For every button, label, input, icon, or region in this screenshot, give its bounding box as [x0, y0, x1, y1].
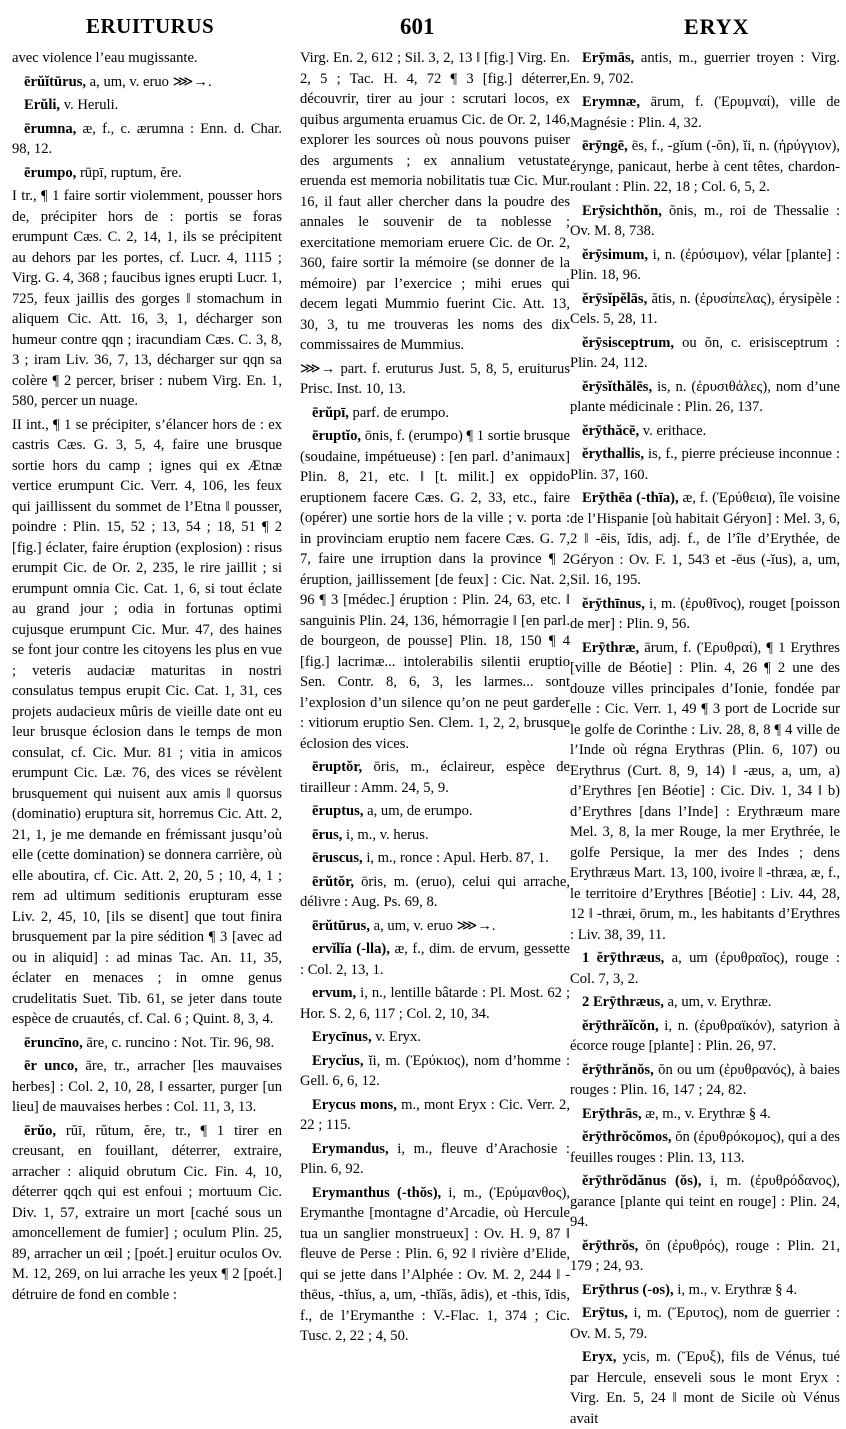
entry-definition: i, n., lentille bâtarde : Pl. Most. 62 ; Hor. S. 2, 6, 117 ; Col. 2, 10, 34. [300, 985, 570, 1022]
entry-headword: 1 ĕrȳthræus, [582, 950, 665, 966]
entry-definition: ĭi, m. (Ἐρύκιος), nom d’homme : Gell. 6, 6, 12. [300, 1052, 570, 1089]
entry-definition: āre, tr., arracher [les mauvaises herbes] : Col. 2, 10, 28, ‖ essarter, purger [un lieu] de mauvaises herbes : Col. 11, 3, 13. [12, 1058, 282, 1115]
entry-headword: ervum, [312, 985, 357, 1001]
dictionary-entry [570, 333, 840, 374]
entry-headword: ĕrȳthăcē, [582, 422, 640, 439]
entry-headword: Erycīnus, [312, 1029, 372, 1045]
dictionary-entry [570, 1016, 840, 1057]
dictionary-entry [300, 872, 570, 913]
dictionary-entry [570, 1280, 840, 1301]
entry-definition: I tr., ¶ 1 faire sortir violemment, pousser hors de, précipiter hors de : portis se foras erumpunt Cæs. C. 2, 14, 1, ils se précipitent au dehors par les portes, cf. Lucr. 4, 1115 ; Virg. G. 4, 368 ; faucibus ignes erupti Lucr. 1, 725, feux jaillis des gorges ‖ stomachum in aliquem Cic. Att. 16, 3, 1, décharger son humeur contre qqn ; iracundiam Cæs. C. 3, 8, 3 ; iram Liv. 36, 7, 13, décharger sur qqn sa colère ¶ 2 percer, briser : nubem Virg. En. 1, 580, percer un nuage. [12, 188, 282, 409]
entry-headword: ĕrȳsĭpĕlās, [582, 290, 648, 307]
entry-headword: ēruncīno, [24, 1034, 83, 1051]
dictionary-entry [570, 1303, 840, 1344]
dictionary-entry [12, 95, 282, 116]
dictionary-entry [300, 403, 570, 424]
entry-headword: Erŭli, [24, 97, 61, 113]
dictionary-entry [570, 92, 840, 133]
entry-headword: ēr unco, [24, 1058, 78, 1074]
entry-headword: Erȳthrās, [582, 1105, 642, 1122]
entry-headword: ĕrȳsimum, [582, 246, 649, 263]
dictionary-entry [300, 1139, 570, 1180]
entry-headword: ĕrȳthrăĭcŏn, [582, 1017, 659, 1034]
entry-definition: ⋙→ part. f. eruturus Just. 5, 8, 5, eruiturus Prisc. Inst. 10, 13. [300, 360, 570, 397]
entry-headword: Erȳthrus (-os), [582, 1281, 674, 1298]
entry-headword: Erycus mons, [312, 1096, 397, 1113]
dictionary-entry [570, 245, 840, 286]
entry-definition: æ, m., v. Erythræ § 4. [641, 1105, 771, 1122]
dictionary-entry [570, 1127, 840, 1168]
entry-definition: i, m. (ἐρυθρόδανος), garance [plante qui teint en rouge] : Plin. 24, 94. [570, 1173, 840, 1230]
entry-definition: a, um, v. Erythræ. [663, 994, 772, 1010]
entry-definition: i, m., (Ἐρύμανθος), Erymanthe [montagne d’Arcadie, où Hercule tua un sanglier monstrueux] : Ov. H. 9, 87 ‖ fleuve de Perse : Plin. 6, 92 ‖ rivière d’Elide, qui se jette dans l’Alphée : Ov. M. 2, 244 ‖ -thēus, -thĭus, a, um, -thĭăs, ădis), et -this, ĭdis, f., de l’Erymanthe : V.-Flac. 1, 374 ; Cic. Tusc. 2, 22 ; 4, 50. [300, 1184, 570, 1344]
dictionary-entry [570, 948, 840, 989]
entry-definition: i, m., fleuve d’Arachosie : Plin. 6, 92. [300, 1140, 570, 1177]
dictionary-entry [300, 1051, 570, 1092]
dictionary-entry [570, 444, 840, 485]
entry-headword: Erymanthus (-thŏs), [312, 1184, 442, 1201]
dictionary-entry [300, 916, 570, 937]
dictionary-entry [300, 757, 570, 798]
entry-headword: ēruptŏr, [312, 759, 363, 775]
dictionary-entry [300, 801, 570, 822]
entry-definition: ōnis, f. (erumpo) ¶ 1 sortie brusque (soudaine, impétueuse) : [en parl. d’animaux] Plin. 8, 21, etc. ‖ [t. milit.] ex oppido eruptionem facere Cæs. G. 2, 33, etc., faire (opérer) une sortie hors de la ville ; v. porta : in provinciam eruptio nem facere Cæs. G. 7, 7, faire une irruption dans la province ¶ 2 éruption, jaillissement [de feux] : Cic. Nat. 2, 96 ¶ 3 [médec.] éruption : Plin. 24, 63, etc. ‖ sanguinis Plin. 24, 136, hémorragie ‖ [en parl. de bourgeon, de pousse] Plin. 18, 150 ¶ 4 [fig.] lacrimæ... intolerabilis silentii eruptio Sen. Contr. 8, 6, 3, les larmes... sont l’explosion d’un silence qu’on ne peut garder : vitiorum eruptio Sen. Clem. 1, 2, 2, brusque éclosion des vices. [300, 428, 570, 752]
entry-definition: ārum, f. (Ἐρυθραί), ¶ 1 Erythres [ville de Béotie] : Plin. 4, 26 ¶ 2 une des douze villes principales d’Ionie, fondée par elle : Cic. Verr. 1, 49 ¶ 3 port de Locride sur le golfe de Corinthe : Liv. 28, 8, 8 ¶ 4 ville de l’Inde où régna Erythras (Plin. 6, 107) ou Erythrus (Curt. 8, 9, 14) ‖ -æus, a, um, a) d’Erythres [en Béotie] : Cic. Div. 1, 34 ‖ b) d’Erythres [dans l’Inde] : Erythræum mare Mel. 3, 8, la mer Rouge, la mer Erythrée, le golfe Persique, la mer des Indes ; dens Erythræus Mart. 13, 100, ivoire ‖ -thræa, æ, f., le territoire d’Erythres [Béotie] : Liv. 44, 28, 12 ‖ -thræi, ōrum, m., les habitants d’Erythres : Liv. 38, 39, 11. [570, 639, 840, 943]
column-1 [12, 48, 282, 1348]
entry-definition: antis, m., guerrier troyen : Virg. En. 9, 702. [570, 50, 840, 87]
entry-headword: Eryx, [582, 1349, 617, 1365]
dictionary-entry [12, 1033, 282, 1054]
entry-definition: v. erithace. [639, 422, 707, 439]
dictionary-entry [300, 825, 570, 846]
entry-definition: ŏn ou um (ἐρυθρανός), à baies rouges : Plin. 16, 147 ; 24, 82. [570, 1061, 840, 1098]
entry-definition: i, m. (ἐρυθῖνος), rouget [poisson de mer] : Plin. 9, 56. [570, 595, 840, 632]
entry-definition: Virg. En. 2, 612 ; Sil. 3, 2, 13 ‖ [fig.] Virg. En. 2, 5 ; Tac. H. 4, 72 ¶ 3 [fig.] déterrer, découvrir, tirer au jour : scrutari locos, ex quibus argumenta eruamus Cic. de Or. 2, 146, explorer les sources où nous pouvons puiser des arguments ; ex annalium vetustate eruenda est memoria nobilitatis tuæ Cic. Mur. 16, il faut aller chercher dans la poudre des annales le souvenir de ta noblesse ; exercitatione memoriam eruere Cic. de Or. 2, 360, faire sortir la mémoire (se donner de la mémoire) par l’exercice ; mihi erues qui decem legati Mummio fuerint Cic. Att. 13, 30, 3, tu me trouveras les noms des dix commissaires de Mummius. [300, 50, 570, 353]
dictionary-entry [300, 426, 570, 754]
entry-definition: i, n. (ἐρυθραϊκόν), satyrion à écorce rouge [plante] : Plin. 26, 97. [570, 1017, 840, 1054]
entry-headword: ērŭpī, [312, 404, 349, 421]
entry-definition: i, m., v. herus. [342, 826, 429, 843]
running-header [0, 6, 846, 40]
entry-definition: v. Heruli. [60, 97, 119, 113]
dictionary-entry [12, 48, 282, 69]
dictionary-entry [570, 992, 840, 1013]
entry-headword: Erȳmās, [582, 50, 635, 66]
dictionary-entry [570, 1236, 840, 1277]
dictionary-entry [300, 983, 570, 1024]
entry-definition: a, um, v. eruo ⋙→. [369, 917, 496, 934]
dictionary-entry [300, 1027, 570, 1048]
dictionary-entry [300, 939, 570, 980]
entry-headword: ĕrȳthīnus, [582, 595, 645, 612]
entry-headword: ērŭtŏr, [312, 873, 355, 890]
entry-definition: ŏn (ἐρυθρός), rouge : Plin. 21, 179 ; 24, 93. [570, 1237, 840, 1274]
dictionary-entry [570, 48, 840, 89]
entry-headword: ērumpo, [24, 164, 77, 181]
entry-definition: ēs, f., -gĭum (-ŏn), ĭi, n. (ἠρύγγιον), érynge, panicaut, herbe à cent têtes, chardon-roulant : Plin. 22, 18 ; Col. 6, 5, 2. [570, 138, 840, 195]
dictionary-entry [570, 488, 840, 591]
entry-definition: a, um (ἐρυθραῖος), rouge : Col. 7, 3, 2. [570, 950, 840, 987]
dictionary-entry [300, 359, 570, 400]
entry-definition: æ, f., dim. de ervum, gessette : Col. 2, 13, 1. [300, 941, 571, 978]
entry-definition: a, um, v. eruo ⋙→. [86, 73, 212, 90]
dictionary-entry [300, 1095, 570, 1136]
entry-definition: a, um, de erumpo. [363, 803, 473, 819]
column-2 [300, 48, 570, 1348]
entry-headword: ērŭtūrus, [312, 917, 370, 934]
dictionary-entry [12, 163, 282, 184]
column-3 [570, 48, 840, 1427]
entry-definition: āre, c. runcino : Not. Tir. 96, 98. [82, 1034, 275, 1051]
entry-headword: ērus, [312, 826, 343, 843]
dictionary-entry [12, 72, 282, 93]
entry-headword: ĕrȳsĭthălēs, [582, 378, 653, 395]
entry-definition: ōris, m., éclaireur, espèce de tirailleur : Amm. 24, 5, 9. [300, 759, 570, 796]
entry-definition: i, m., ronce : Apul. Herb. 87, 1. [362, 850, 549, 866]
header-left-guideword: ERUITURUS [86, 14, 215, 38]
dictionary-entry [570, 289, 840, 330]
dictionary-entry [12, 415, 282, 1030]
dictionary-entry [570, 201, 840, 242]
entry-headword: ĕrȳsisceptrum, [582, 334, 674, 351]
entry-definition: v. Eryx. [371, 1029, 421, 1045]
entry-headword: Erymandus, [312, 1140, 389, 1157]
dictionary-entry [12, 1121, 282, 1306]
entry-definition: avec violence l’eau mugissante. [12, 50, 198, 66]
entry-headword: Erȳthræ, [582, 639, 640, 656]
dictionary-entry [300, 848, 570, 869]
dictionary-entry [570, 136, 840, 198]
entry-definition: i, n. (ἐρύσιμον), vélar [plante] : Plin. 18, 96. [570, 246, 840, 283]
dictionary-entry [570, 421, 840, 442]
dictionary-entry [300, 1183, 570, 1347]
entry-headword: ēruscus, [312, 850, 363, 866]
entry-definition: rŭī, rŭtum, ĕre, tr., ¶ 1 tirer en creusant, en fouillant, déterrer, extraire, arracher : aliquid obrutum Cic. Fin. 4, 10, déterrer qqch qui est enfoui ; mortuum Cic. Div. 1, 57, extraire un mort [caché sous un amoncellement de fumier] ; oculum Plin. 25, 89, arracher un œil ; [poét.] eruitur oculos Ov. M. 12, 269, on lui arrache les yeux ¶ 2 [poét.] détruire de fond en comble : [12, 1122, 282, 1303]
dictionary-entry [12, 186, 282, 412]
entry-definition: is, n. (ἐρυσιθάλες), nom d’une plante médicinale : Plin. 26, 137. [570, 378, 840, 415]
dictionary-entry [300, 48, 570, 356]
entry-headword: ĕrȳthrŏdănus (ŏs), [582, 1173, 702, 1189]
entry-headword: ērumna, [24, 120, 77, 137]
entry-headword: ĕrȳthrŏcŏmos, [582, 1129, 672, 1145]
dictionary-entry [570, 594, 840, 635]
dictionary-entry [12, 1056, 282, 1118]
entry-definition: ārum, f. (Ἐρυμναί), ville de Magnésie : Plin. 4, 32. [570, 94, 840, 131]
entry-definition: is, f., pierre précieuse inconnue : Plin. 37, 160. [570, 446, 840, 483]
entry-definition: II int., ¶ 1 se précipiter, s’élancer hors de : ex castris Cæs. G. 3, 5, 4, faire une brusque sortie hors du camp ; ignes qui ex Ætnæ vertice erumpunt Cic. Verr. 4, 106, les feux qui jaillissent du sommet de l’Etna ‖ pousser, poindre : Plin. 15, 52 ; 13, 54 ; 18, 51 ¶ 2 [fig.] éclater, faire éruption (explosion) : risus erumpit Cic. de Or. 2, 235, le rire jaillit ; si erumpunt omnia Cic. Cat. 1, 6, si tout éclate au grand jour ; odia in fortunas optimi cujusque erumpunt Cic. Mur. 47, des haines se font jour contre les citoyens les plus en vue ; veteris audaciæ maturitas in nostri consulatus tempus erupit Cic. Cat. 1, 31, ces projets audacieux mûris de vieille date ont eu leur brusque éclosion dans le temps de mon consulat, cf. Cic. Mur. 81 ; vitia in amicos erumpunt Cic. Læ. 76, des vices se révèlent brusquement qui nuisent aux amis ‖ quorsus (dominatio) eruptura sit, horremus Cic. Att. 2, 21, 1, je me demande en frémissant jusqu’où elle (cette domination) se donnera carrière, où elle aboutira, cf. Cic. Att. 2, 20, 5 ; 10, 4, 1 ; rem ad ultimum seditionis erupturam esse Liv. 2, 45, 10, [ils se disent] que tout finira brusquement par la pire sédition ¶ 3 [avec ad ou in aliquid] : ad minas Tac. An. 11, 35, éclater en menaces ; in omne genus crudelitatis Suet. Tib. 61, se jeter dans toute espèce de cruautés, cf. Cal. 6 ; Quint. 8, 3, 4. [12, 416, 282, 1027]
entry-headword: Erymnæ, [582, 94, 640, 110]
header-right-guideword: ERYX [684, 14, 750, 39]
entry-definition: m., mont Eryx : Cic. Verr. 2, 22 ; 115. [300, 1096, 570, 1133]
entry-headword: ērŭĭtūrus, [24, 73, 87, 90]
entry-headword: ērȳngē, [582, 138, 628, 154]
dictionary-entry [570, 1347, 840, 1429]
entry-headword: Erȳtus, [582, 1305, 628, 1321]
entry-definition: rūpī, ruptum, ĕre. [76, 164, 182, 181]
dictionary-entry [570, 1060, 840, 1101]
entry-headword: ērŭo, [24, 1122, 57, 1139]
entry-definition: ŏn (ἐρυθρόκομος), qui a des feuilles rouges : Plin. 13, 113. [570, 1129, 840, 1166]
dictionary-entry [570, 1171, 840, 1233]
entry-definition: ŏnis, m., roi de Thessalie : Ov. M. 8, 738. [570, 202, 840, 239]
entry-headword: Erycĭus, [312, 1052, 364, 1069]
entry-definition: æ, f. (Ἐρύθεια), île voisine de l’Hispanie [où habitait Géryon] : Mel. 3, 6, 2 ‖ -ēis, ĭdis, adj. f., de l’île d’Erythée, de Géryon : Ov. F. 1, 543 et -ēus (-ĭus), a, um, Sil. 16, 195. [570, 490, 840, 588]
dictionary-entry [12, 119, 282, 160]
entry-definition: ycis, m. (Ἔρυξ), fils de Vénus, tué par Hercule, enseveli sous le mont Eryx : Virg. En. 5, 24 ‖ mont de Sicile où Vénus avait [570, 1349, 840, 1427]
entry-definition: ătis, n. (ἐρυσίπελας), érysipèle : Cels. 5, 28, 11. [570, 290, 840, 327]
entry-headword: Erȳsichthŏn, [582, 202, 662, 219]
dictionary-entry [570, 1104, 840, 1125]
entry-headword: ĕrȳthrănŏs, [582, 1061, 654, 1078]
entry-definition: æ, f., c. ærumna : Enn. d. Char. 98, 12. [12, 120, 282, 157]
entry-definition: ou ŏn, c. erisisceptrum : Plin. 24, 112. [570, 334, 840, 371]
entry-definition: parf. de erumpo. [348, 404, 449, 421]
page-number: 601 [400, 14, 435, 39]
dictionary-entry [570, 638, 840, 946]
entry-headword: ĕrythallis, [582, 446, 645, 462]
entry-headword: ĕrȳthrŏs, [582, 1237, 639, 1254]
entry-headword: ēruptus, [312, 803, 364, 819]
entry-headword: ervĭlĭa (-lla), [312, 941, 390, 957]
entry-headword: ēruptĭo, [312, 428, 362, 444]
entry-definition: i, m. (Ἔρυτος), nom de guerrier : Ov. M. 5, 79. [570, 1305, 840, 1342]
entry-definition: i, m., v. Erythræ § 4. [673, 1281, 798, 1298]
entry-definition: ōris, m. (eruo), celui qui arrache, délivre : Aug. Ps. 69, 8. [300, 873, 570, 910]
dictionary-entry [570, 377, 840, 418]
entry-headword: 2 Erȳthræus, [582, 994, 664, 1010]
entry-headword: Erȳthēa (-thīa), [582, 490, 679, 506]
